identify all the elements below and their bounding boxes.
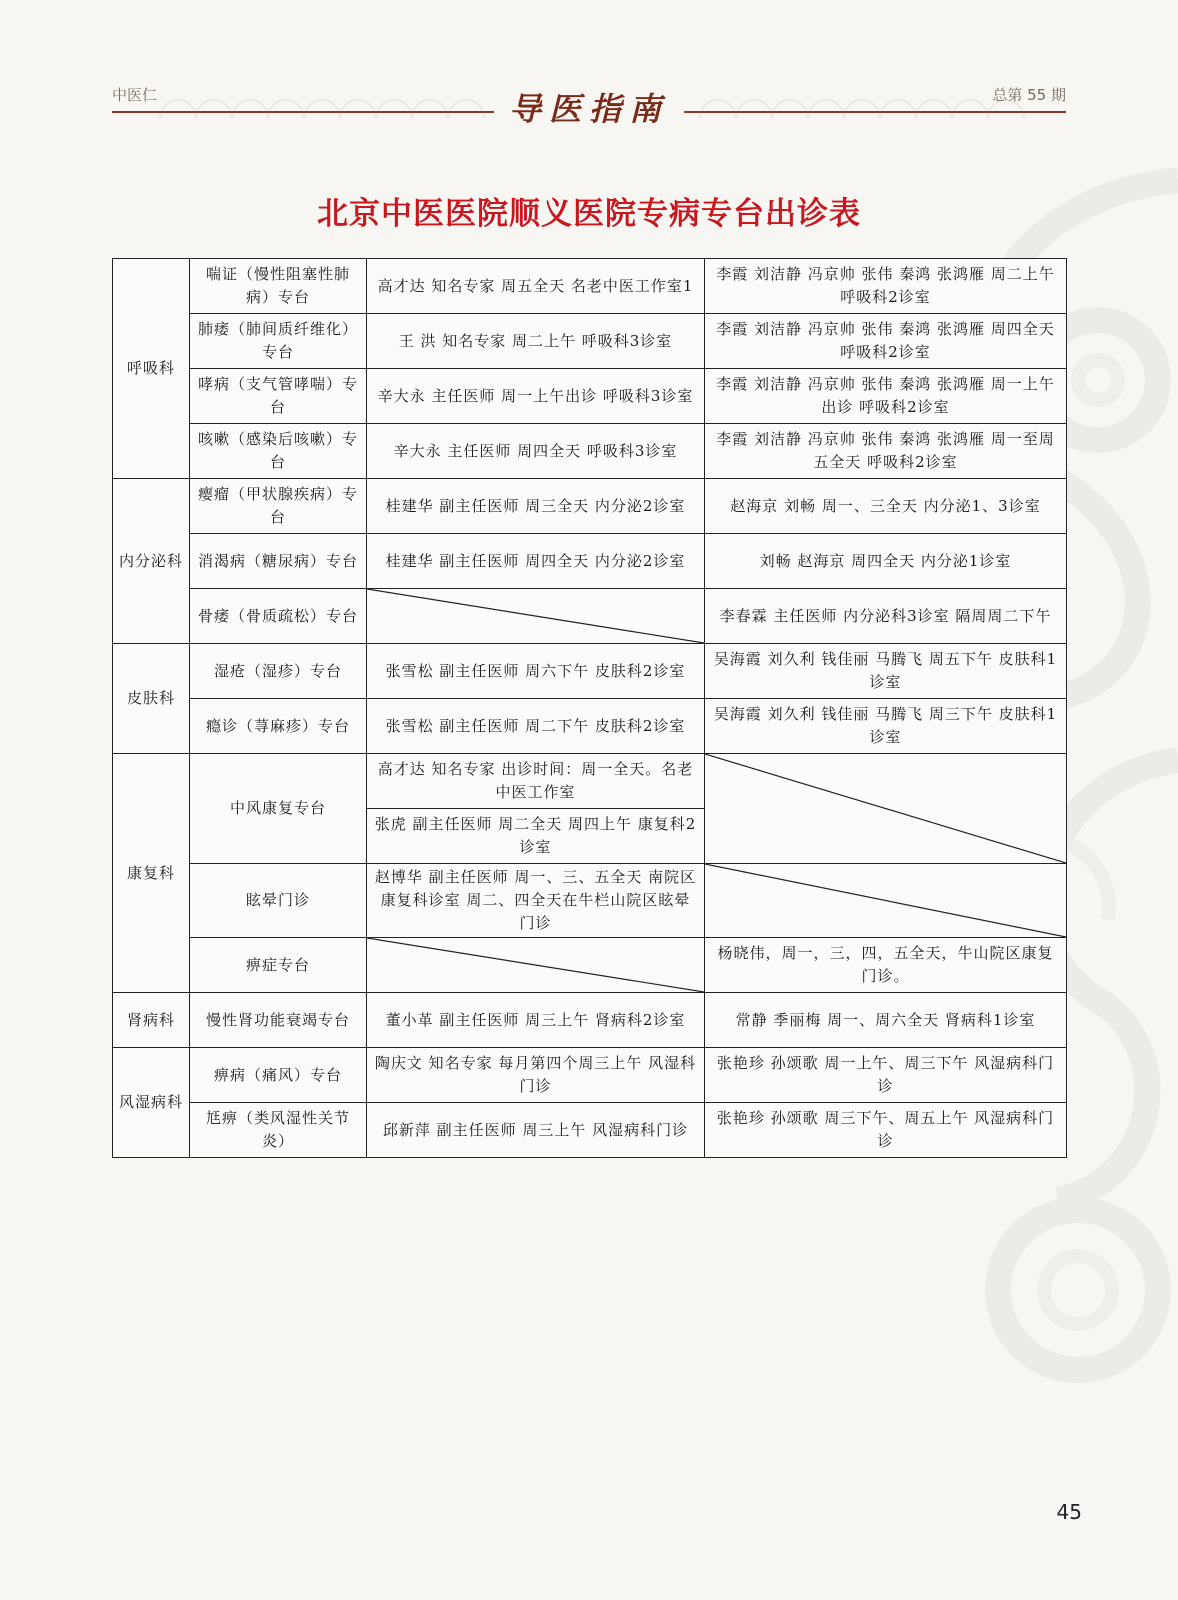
department-cell: 康复科 — [113, 754, 190, 993]
table-row — [113, 699, 1067, 754]
clinic-name-cell: 骨痿（骨质疏松）专台 — [190, 589, 367, 644]
table-row — [113, 938, 1067, 993]
issue-number: 总第 55 期 — [992, 86, 1066, 104]
expert-cell: 王 洪 知名专家 周二上午 呼吸科3诊室 — [367, 314, 705, 369]
expert-cell: 邱新萍 副主任医师 周三上午 风湿病科门诊 — [367, 1103, 705, 1158]
table-row — [113, 589, 1067, 644]
page-number: 45 — [1056, 1500, 1082, 1524]
clinic-name-cell: 中风康复专台 — [190, 754, 367, 864]
table-row — [113, 1103, 1067, 1158]
table-row — [113, 314, 1067, 369]
table-row — [113, 259, 1067, 314]
team-cell: 李霞 刘洁静 冯京帅 张伟 秦鸿 张鸿雁 周一上午出诊 呼吸科2诊室 — [705, 369, 1067, 424]
table-row — [113, 864, 1067, 938]
empty-diagonal-cell — [705, 864, 1067, 938]
clinic-name-cell: 眩晕门诊 — [190, 864, 367, 938]
expert-cell: 张虎 副主任医师 周二全天 周四上午 康复科2诊室 — [367, 809, 705, 864]
team-cell: 李春霖 主任医师 内分泌科3诊室 隔周周二下午 — [705, 589, 1067, 644]
table-row — [113, 1048, 1067, 1103]
clinic-name-cell: 痹病（痛风）专台 — [190, 1048, 367, 1103]
team-cell: 张艳珍 孙颂歌 周三下午、周五上午 风湿病科门诊 — [705, 1103, 1067, 1158]
expert-cell: 陶庆文 知名专家 每月第四个周三上午 风湿科门诊 — [367, 1048, 705, 1103]
empty-diagonal-cell — [367, 938, 705, 993]
expert-cell: 桂建华 副主任医师 周三全天 内分泌2诊室 — [367, 479, 705, 534]
expert-cell: 赵博华 副主任医师 周一、三、五全天 南院区康复科诊室 周二、四全天在牛栏山院区眩晕门诊 — [367, 864, 705, 938]
clinic-name-cell: 哮病（支气管哮喘）专台 — [190, 369, 367, 424]
table-row — [113, 754, 1067, 809]
clinic-name-cell: 消渴病（糖尿病）专台 — [190, 534, 367, 589]
team-cell: 吴海霞 刘久利 钱佳丽 马腾飞 周三下午 皮肤科1诊室 — [705, 699, 1067, 754]
team-cell: 吴海霞 刘久利 钱佳丽 马腾飞 周五下午 皮肤科1诊室 — [705, 644, 1067, 699]
empty-diagonal-cell — [367, 589, 705, 644]
department-cell: 风湿病科 — [113, 1048, 190, 1158]
expert-cell: 董小革 副主任医师 周三上午 肾病科2诊室 — [367, 993, 705, 1048]
team-cell: 张艳珍 孙颂歌 周一上午、周三下午 风湿病科门诊 — [705, 1048, 1067, 1103]
department-cell: 皮肤科 — [113, 644, 190, 754]
clinic-name-cell: 肺痿（肺间质纤维化）专台 — [190, 314, 367, 369]
expert-cell: 高才达 知名专家 周五全天 名老中医工作室1 — [367, 259, 705, 314]
department-cell: 呼吸科 — [113, 259, 190, 479]
department-cell: 内分泌科 — [113, 479, 190, 644]
header-rule-right — [684, 111, 1066, 113]
expert-cell: 辛大永 主任医师 周四全天 呼吸科3诊室 — [367, 424, 705, 479]
page-title: 北京中医医院顺义医院专病专台出诊表 — [317, 196, 861, 232]
clinic-name-cell: 尪痹（类风湿性关节炎） — [190, 1103, 367, 1158]
clinic-name-cell: 瘾诊（荨麻疹）专台 — [190, 699, 367, 754]
clinic-name-cell: 慢性肾功能衰竭专台 — [190, 993, 367, 1048]
expert-cell: 张雪松 副主任医师 周六下午 皮肤科2诊室 — [367, 644, 705, 699]
table-row — [113, 993, 1067, 1048]
empty-diagonal-cell — [705, 754, 1067, 864]
expert-cell: 桂建华 副主任医师 周四全天 内分泌2诊室 — [367, 534, 705, 589]
team-cell: 李霞 刘洁静 冯京帅 张伟 秦鸿 张鸿雁 周四全天 呼吸科2诊室 — [705, 314, 1067, 369]
clinic-name-cell: 痹症专台 — [190, 938, 367, 993]
team-cell: 刘畅 赵海京 周四全天 内分泌1诊室 — [705, 534, 1067, 589]
expert-cell: 高才达 知名专家 出诊时间：周一全天。名老中医工作室 — [367, 754, 705, 809]
publication-name: 中医仁 — [112, 86, 158, 104]
department-cell: 肾病科 — [113, 993, 190, 1048]
team-cell: 杨晓伟，周一，三，四，五全天，牛山院区康复门诊。 — [705, 938, 1067, 993]
header-rule-left — [112, 111, 494, 113]
clinic-name-cell: 瘿瘤（甲状腺疾病）专台 — [190, 479, 367, 534]
team-cell: 李霞 刘洁静 冯京帅 张伟 秦鸿 张鸿雁 周一至周五全天 呼吸科2诊室 — [705, 424, 1067, 479]
table-row — [113, 479, 1067, 534]
table-row — [113, 424, 1067, 479]
clinic-name-cell: 湿疮（湿疹）专台 — [190, 644, 367, 699]
table-row — [113, 534, 1067, 589]
team-cell: 常静 季丽梅 周一、周六全天 肾病科1诊室 — [705, 993, 1067, 1048]
clinic-schedule-table — [112, 258, 1067, 1158]
table-row — [113, 644, 1067, 699]
expert-cell: 辛大永 主任医师 周一上午出诊 呼吸科3诊室 — [367, 369, 705, 424]
expert-cell: 张雪松 副主任医师 周二下午 皮肤科2诊室 — [367, 699, 705, 754]
team-cell: 李霞 刘洁静 冯京帅 张伟 秦鸿 张鸿雁 周二上午 呼吸科2诊室 — [705, 259, 1067, 314]
team-cell: 赵海京 刘畅 周一、三全天 内分泌1、3诊室 — [705, 479, 1067, 534]
table-row — [113, 369, 1067, 424]
clinic-name-cell: 咳嗽（感染后咳嗽）专台 — [190, 424, 367, 479]
clinic-name-cell: 喘证（慢性阻塞性肺病）专台 — [190, 259, 367, 314]
section-title: 导医指南 — [508, 90, 669, 128]
